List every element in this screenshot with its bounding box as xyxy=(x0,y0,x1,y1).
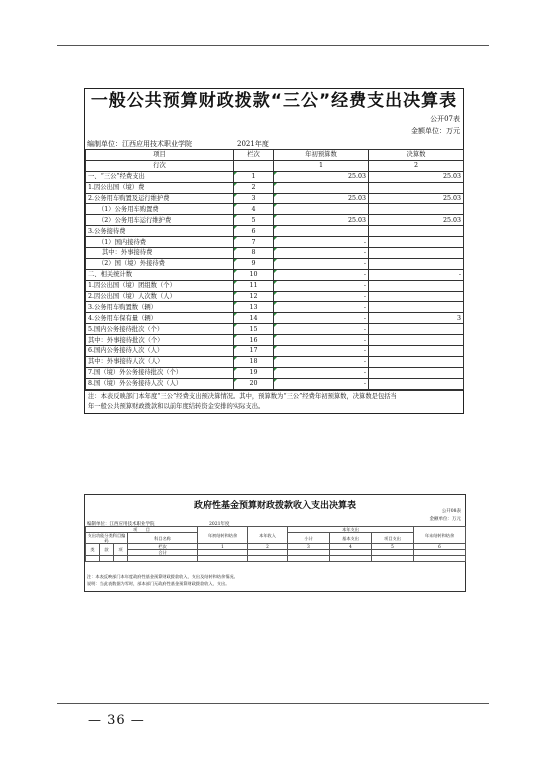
header-line: 栏次 xyxy=(234,150,274,161)
table2-form-no: 公开08表 xyxy=(441,509,461,514)
header-item: 项目 xyxy=(86,150,234,161)
row-budget: - xyxy=(274,335,369,346)
table-row xyxy=(86,313,464,324)
table1-form-no: 公开07表 xyxy=(430,115,460,123)
row-budget: - xyxy=(274,346,369,357)
table1-title: 一般公共预算财政拨款“三公”经费支出决算表 xyxy=(90,91,458,111)
table-row xyxy=(86,367,464,378)
row-line: 20 xyxy=(234,378,274,389)
gov-fund-table xyxy=(84,494,466,592)
row-actual xyxy=(369,356,464,367)
table-row xyxy=(86,193,464,204)
t2-h-item: 项 目 xyxy=(86,527,198,533)
page-number: — 36 — xyxy=(88,713,145,728)
table1-year: 2021年度 xyxy=(237,140,269,148)
row-budget: - xyxy=(274,313,369,324)
table-row xyxy=(86,182,464,193)
t2-h-kuan: 款 xyxy=(100,544,114,556)
row-actual: 25.03 xyxy=(369,215,464,226)
row-item: （1）公务用车购置费 xyxy=(86,204,234,215)
table2-title: 政府性基金预算财政拨款收入支出决算表 xyxy=(193,501,356,511)
row-budget xyxy=(274,226,369,237)
table-row xyxy=(86,237,464,248)
row-actual xyxy=(369,367,464,378)
table-row xyxy=(86,269,464,280)
row-line: 14 xyxy=(234,313,274,324)
row-line: 15 xyxy=(234,324,274,335)
hangci-label: 行次 xyxy=(86,160,234,171)
row-line: 16 xyxy=(234,335,274,346)
t2-h-end: 年末结转和结余 xyxy=(414,527,466,544)
row-actual xyxy=(369,291,464,302)
table1-org-row xyxy=(85,138,463,149)
row-budget: - xyxy=(274,280,369,291)
row-item: 7.国（境）外公务接待批次（个） xyxy=(86,367,234,378)
row-budget: 25.03 xyxy=(274,215,369,226)
row-item: 其中：外事接待费 xyxy=(86,248,234,259)
t2-h-basic: 基本支出 xyxy=(330,533,372,544)
table2-note: 注：本表反映部门本年度政府性基金预算财政拨款收入、支出及结转和结余情况。 xyxy=(87,574,238,579)
row-item: 1.因公出国（境）费 xyxy=(86,182,234,193)
row-line: 6 xyxy=(234,226,274,237)
row-line: 7 xyxy=(234,237,274,248)
row-actual: 3 xyxy=(369,313,464,324)
row-line: 9 xyxy=(234,258,274,269)
row-item: 8.国（境）外公务接待人次（人） xyxy=(86,378,234,389)
row-budget: - xyxy=(274,291,369,302)
row-budget: - xyxy=(274,324,369,335)
t2-h-subtotal: 小计 xyxy=(288,533,330,544)
row-item: 6.国内公务接待人次（人） xyxy=(86,346,234,357)
row-budget: 25.03 xyxy=(274,171,369,182)
header-rule xyxy=(57,45,489,46)
t2-h-total: 合计 xyxy=(128,550,198,556)
table1-unit: 金额单位：万元 xyxy=(411,127,460,135)
row-actual xyxy=(369,248,464,259)
t2-h-expense: 本年支出 xyxy=(288,527,414,533)
colnum-2: 2 xyxy=(369,160,464,171)
t2-h-income: 本年收入 xyxy=(248,527,288,544)
row-actual xyxy=(369,204,464,215)
table-row xyxy=(86,171,464,182)
row-line: 10 xyxy=(234,269,274,280)
table-row xyxy=(86,378,464,389)
row-item: （2）公务用车运行维护费 xyxy=(86,215,234,226)
table2-explanation: 说明：当此表数据为零时，部本部门无政府性基金预算财政拨款收入、支出。 xyxy=(87,581,230,586)
table-row xyxy=(86,346,464,357)
row-item: 2.因公出国（境）人次数（人） xyxy=(86,291,234,302)
table1-colnum-row xyxy=(86,160,464,171)
row-line: 2 xyxy=(234,182,274,193)
row-actual xyxy=(369,302,464,313)
row-item: （2）国（境）外接待费 xyxy=(86,258,234,269)
row-item: 4.公务用车保有量（辆） xyxy=(86,313,234,324)
t2-h-xiang: 项 xyxy=(114,544,128,556)
row-item: 其中：外事接待人次（人） xyxy=(86,356,234,367)
table2-grid xyxy=(85,526,466,562)
table-row xyxy=(86,302,464,313)
row-budget: 25.03 xyxy=(274,193,369,204)
t2-h-begin: 年初结转和结余 xyxy=(198,527,248,544)
row-actual xyxy=(369,324,464,335)
table-row xyxy=(86,215,464,226)
row-line: 3 xyxy=(234,193,274,204)
sangong-expense-table xyxy=(84,88,464,414)
row-line: 4 xyxy=(234,204,274,215)
row-actual xyxy=(369,346,464,357)
t2-colnum-4: 4 xyxy=(330,544,372,550)
row-line: 17 xyxy=(234,346,274,357)
table2-org: 编制单位：江西应用技术职业学院 xyxy=(87,522,155,527)
row-budget xyxy=(274,182,369,193)
footer-rule xyxy=(57,703,489,704)
row-budget: - xyxy=(274,237,369,248)
row-line: 11 xyxy=(234,280,274,291)
row-actual: 25.03 xyxy=(369,171,464,182)
row-item: 5.国内公务接待批次（个） xyxy=(86,324,234,335)
row-actual xyxy=(369,237,464,248)
row-item: 其中：外事接待批次（个） xyxy=(86,335,234,346)
row-item: 一、“三公”经费支出 xyxy=(86,171,234,182)
row-actual xyxy=(369,378,464,389)
table-row xyxy=(86,204,464,215)
table-row xyxy=(86,335,464,346)
row-line: 5 xyxy=(234,215,274,226)
row-budget: - xyxy=(274,367,369,378)
row-actual xyxy=(369,335,464,346)
row-item: 1.因公出国（境）团组数（个） xyxy=(86,280,234,291)
row-actual xyxy=(369,182,464,193)
row-actual: 25.03 xyxy=(369,193,464,204)
table-row xyxy=(86,356,464,367)
row-budget: - xyxy=(274,269,369,280)
row-item: 2.公务用车购置及运行维护费 xyxy=(86,193,234,204)
row-budget: - xyxy=(274,356,369,367)
row-item: （1）国内接待费 xyxy=(86,237,234,248)
table-row xyxy=(86,291,464,302)
t2-h-project: 项目支出 xyxy=(372,533,414,544)
row-item: 3.公务接待费 xyxy=(86,226,234,237)
header-actual: 决算数 xyxy=(369,150,464,161)
table1-note: 注：本表反映部门本年度“三公”经费支出预决算情况。其中，预算数为“三公”经费年初预算数，决算数是包括当 年一般公共预算财政拨款和以前年度结转资金安排的实际支出。 xyxy=(85,390,463,413)
table-row xyxy=(86,248,464,259)
row-actual: - xyxy=(369,269,464,280)
table1-org: 编制单位：江西应用技术职业学院 xyxy=(87,140,192,148)
row-actual xyxy=(369,226,464,237)
row-budget: - xyxy=(274,302,369,313)
table-row xyxy=(86,324,464,335)
table-row xyxy=(86,280,464,291)
table1-grid xyxy=(85,149,464,390)
table-row xyxy=(86,258,464,269)
row-line: 18 xyxy=(234,356,274,367)
row-actual xyxy=(369,258,464,269)
row-budget xyxy=(274,204,369,215)
row-line: 12 xyxy=(234,291,274,302)
header-budget: 年初预算数 xyxy=(274,150,369,161)
row-budget: - xyxy=(274,258,369,269)
t2-colnum-3: 3 xyxy=(288,544,330,550)
table2-year: 2021年度 xyxy=(209,522,230,527)
table1-header-row xyxy=(86,150,464,161)
row-line: 19 xyxy=(234,367,274,378)
t2-h-lanci: 栏次 xyxy=(128,544,198,550)
row-item: 3.公务用车购置数（辆） xyxy=(86,302,234,313)
table-row xyxy=(86,226,464,237)
row-budget: - xyxy=(274,378,369,389)
t2-colnum-6: 6 xyxy=(414,544,466,550)
t2-colnum-5: 5 xyxy=(372,544,414,550)
colnum-1: 1 xyxy=(274,160,369,171)
row-line: 13 xyxy=(234,302,274,313)
t2-h-name: 科目名称 xyxy=(128,533,198,544)
row-actual xyxy=(369,280,464,291)
table2-unit: 金额单位：万元 xyxy=(429,517,461,522)
row-budget: - xyxy=(274,248,369,259)
row-item: 二、相关统计数 xyxy=(86,269,234,280)
t2-h-class: 支出功能分类科目编码 xyxy=(86,533,128,544)
t2-colnum-2: 2 xyxy=(248,544,288,550)
row-line: 1 xyxy=(234,171,274,182)
t2-colnum-1: 1 xyxy=(198,544,248,550)
t2-h-lei: 类 xyxy=(86,544,100,556)
row-line: 8 xyxy=(234,248,274,259)
